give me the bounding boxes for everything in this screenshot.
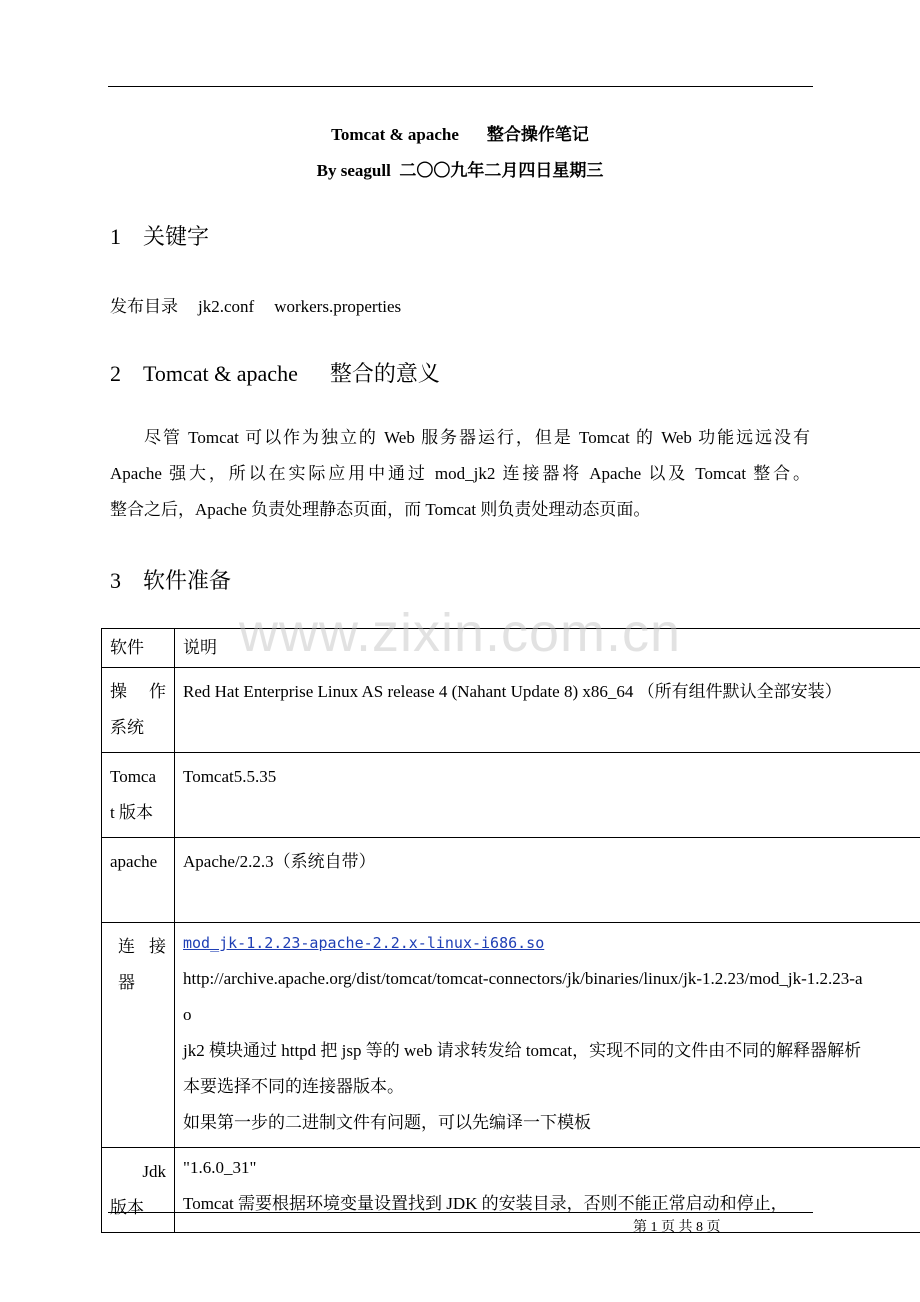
row-label: [102, 923, 175, 1148]
keywords-line: [110, 292, 401, 317]
section-heading-3: [110, 564, 231, 595]
keyword: 发布目录: [110, 297, 178, 316]
section-title-part-1: Tomcat & apache: [143, 361, 298, 386]
row-label-line: Jdk: [142, 1162, 166, 1181]
section-heading-1: [110, 220, 209, 251]
row-label-line: 连 接: [118, 937, 166, 956]
row-content-line: 本要选择不同的连接器版本。: [183, 1077, 404, 1096]
row-content-line: Apache/2.2.3（系统自带）: [183, 852, 376, 871]
software-table: [101, 628, 920, 1233]
row-content: [175, 753, 920, 838]
table-row: [102, 838, 920, 923]
row-content: [175, 838, 920, 923]
title-part-2: 整合操作笔记: [486, 125, 589, 144]
row-label-line: t 版本: [110, 803, 153, 822]
column-header-software: 软件: [102, 629, 175, 668]
section-title-part-2: 整合的意义: [329, 361, 440, 386]
table-row: [102, 753, 920, 838]
paragraph-line: 尽管 Tomcat 可以作为独立的 Web 服务器运行，但是 Tomcat 的 Web 功能远远没有: [144, 428, 810, 447]
row-label: [102, 668, 175, 753]
row-content-line: Tomcat5.5.35: [183, 767, 277, 786]
row-content-line: "1.6.0_31": [183, 1158, 257, 1177]
intro-paragraph: [110, 420, 810, 528]
row-label-line: 版本: [110, 1198, 144, 1217]
row-content: [175, 1148, 920, 1233]
row-content: [175, 668, 920, 753]
byline-date: 二〇〇九年二月四日星期三: [399, 161, 604, 180]
table-row: [102, 923, 920, 1148]
row-label-line: Tomca: [110, 767, 157, 786]
keyword: workers.properties: [274, 297, 402, 316]
row-content-line: Tomcat 需要根据环境变量设置找到 JDK 的安装目录，否则不能正常启动和停止，: [183, 1194, 788, 1213]
section-number: 1: [110, 224, 121, 249]
row-content: [175, 923, 920, 1148]
table-row: [102, 1148, 920, 1233]
row-content-line: http://archive.apache.org/dist/tomcat/tomcat-connectors/jk/binaries/linux/jk-1.2.23/mod_jk-1.2.23-a: [183, 969, 863, 988]
row-label-line: 器: [118, 973, 135, 992]
keyword: jk2.conf: [198, 297, 255, 316]
row-label-line: apache: [110, 852, 158, 871]
row-label: [102, 838, 175, 923]
section-heading-2: [110, 357, 440, 388]
connector-download-link[interactable]: mod_jk-1.2.23-apache-2.2.x-linux-i686.so: [183, 934, 545, 952]
document-byline: [0, 156, 920, 181]
table-header-row: [102, 629, 920, 668]
watermark-text: www.zixin.com.cn: [238, 603, 682, 663]
row-content-line: Red Hat Enterprise Linux AS release 4 (Nahant Update 8) x86_64 （所有组件默认全部安装）: [183, 682, 842, 701]
section-title: 关键字: [143, 224, 210, 249]
row-content-line: o: [183, 1005, 192, 1024]
row-content-line: 如果第一步的二进制文件有问题，可以先编译一下模板: [183, 1113, 591, 1132]
row-label-line: 操 作: [110, 682, 166, 701]
row-label: [102, 1148, 175, 1233]
row-label-line: 系统: [110, 718, 144, 737]
document-title: [0, 120, 920, 145]
row-label: [102, 753, 175, 838]
page-number: 第 1 页 共 8 页: [633, 1220, 721, 1235]
paragraph-line: Apache 强大，所以在实际应用中通过 mod_jk2 连接器将 Apache 以及 Tomcat 整合。: [110, 464, 810, 483]
paragraph-line: 整合之后，Apache 负责处理静态页面，而 Tomcat 则负责处理动态页面。: [110, 500, 651, 519]
title-part-1: Tomcat & apache: [331, 125, 459, 144]
section-number: 2: [110, 361, 121, 386]
byline-author: By seagull: [316, 161, 391, 180]
section-number: 3: [110, 568, 121, 593]
table-row: [102, 668, 920, 753]
footer-rule: [108, 1212, 813, 1213]
header-rule: [108, 86, 813, 87]
section-title: 软件准备: [143, 568, 232, 593]
row-content-line: jk2 模块通过 httpd 把 jsp 等的 web 请求转发给 tomcat，实现不同的文件由不同的解释器解析: [183, 1041, 862, 1060]
column-header-description: 说明: [175, 629, 920, 668]
